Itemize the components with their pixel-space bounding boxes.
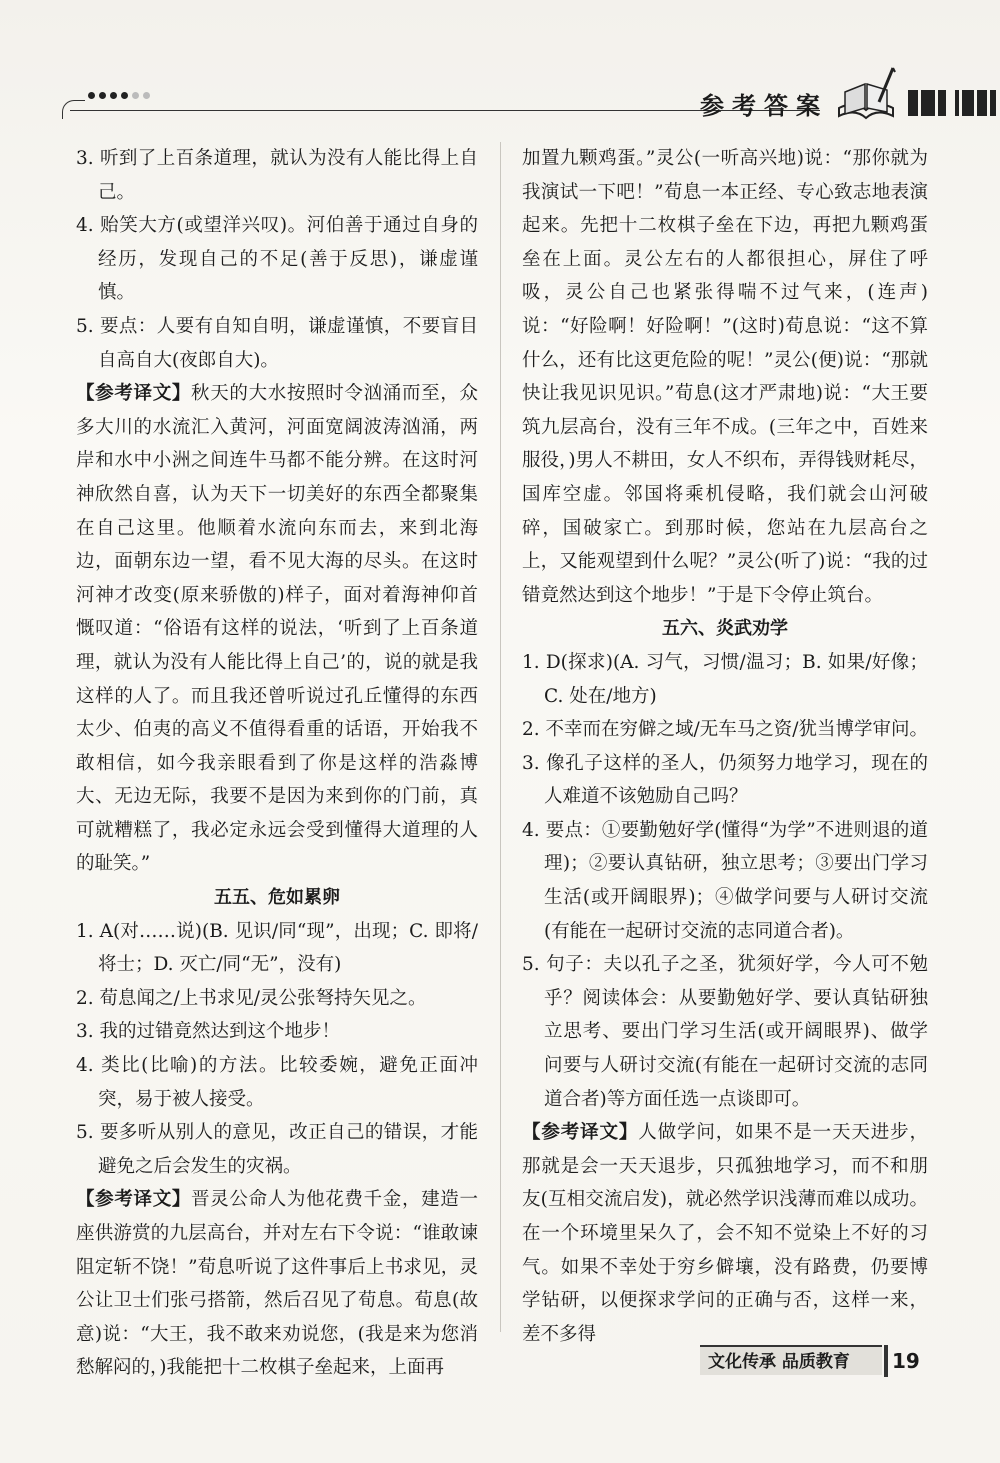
answer-item: 5. 句子：夫以孔子之圣，犹须好学，今人可不勉乎？阅读体会：从要勤勉好学、要认真钻研独立思考、要出门学习生活(或开阔眼界)、做学问要与人研讨交流(有能在一起研讨交流的志同道合者)等方面任选一点谈即可。 — [522, 954, 928, 1110]
translation-text: 晋灵公命人为他花费千金，建造一座供游赏的九层高台，并对左右下令说：“谁敢谏阻定斩不饶！”荀息听说了这件事后上书求见，灵公让卫士们张弓搭箭，然后召见了荀息。荀息(故意)说：“大王，我不敢来劝说您，(我是来为您消愁解闷的，)我能把十二枚棋子垒起来，上面再 — [76, 1189, 478, 1379]
section-title: 五五、危如累卵 — [214, 887, 340, 909]
column-divider — [500, 142, 501, 1332]
answer-item: 1. A(对……说)(B. 见识/同“现”，出现；C. 即将/将士；D. 灭亡/同“无”，没有) — [76, 920, 478, 976]
header-title: 参考答案 — [700, 92, 828, 120]
translation-tag: 【参考译文】 — [522, 1122, 639, 1144]
answer-item: 4. 贻笑大方(或望洋兴叹)。河伯善于通过自身的经历，发现自己的不足(善于反思)，谦虚谨慎。 — [76, 215, 478, 304]
translation-text: 秋天的大水按照时令汹涌而至，众多大川的水流汇入黄河，河面宽阔波涛汹涌，两岸和水中小洲之间连牛马都不能分辨。在这时河神欣然自喜，认为天下一切美好的东西全都聚集在自己这里。他顺着水流向东而去，来到北海边，面朝东边一望，看不见大海的尽头。在这时河神才改变(原来骄傲的)样子，面对着海神仰首慨叹道：“俗语有这样的说法，‘听到了上百条道理，就认为没有人能比得上自己’的，说的就是我这样的人了。而且我还曾听说过孔丘懂得的东西太少、伯夷的高义不值得看重的话语，开始我不敢相信，如今我亲眼看到了你是这样的浩淼博大、无边无际，我要不是因为来到你的门前，真可就糟糕了，我必定永远会受到懂得大道理的人的耻笑。” — [76, 383, 478, 875]
translation-tag: 【参考译文】 — [76, 1189, 192, 1211]
answer-item: 3. 我的过错竟然达到这个地步！ — [76, 1021, 341, 1043]
answer-item: 3. 听到了上百条道理，就认为没有人能比得上自己。 — [76, 148, 478, 203]
translation-text: 人做学问，如果不是一天天进步，那就是会一天天退步，只孤独地学习，而不和朋友(互相交流启发)，就必然学识浅薄而难以成功。在一个环境里呆久了，会不知不觉染上不好的习气。如果不幸处于穷乡僻壤，没有路费，仍要博学钻研，以便探求学问的正确与否，这样一来，差不多得 — [522, 1122, 928, 1345]
header-bars-ornament — [908, 90, 996, 116]
answer-item: 5. 要点：人要有自知自明，谦虚谨慎，不要盲目自高自大(夜郎自大)。 — [76, 315, 478, 371]
footer — [700, 1345, 930, 1377]
header-dots-ornament — [88, 92, 150, 99]
book-pen-icon — [835, 64, 897, 126]
answer-item: 3. 像孔子这样的圣人，仍须努力地学习，现在的人难道不该勉励自己吗？ — [522, 752, 928, 808]
answer-item: 1. D(探求)(A. 习气，习惯/温习；B. 如果/好像；C. 处在/地方) — [522, 651, 928, 707]
right-column — [522, 142, 928, 1351]
translation-paragraph — [76, 377, 478, 881]
page-number: 19 — [892, 1349, 920, 1373]
answer-item: 2. 不幸而在穷僻之域/无车马之资/犹当博学审问。 — [522, 719, 928, 741]
answer-item: 4. 要点：①要勤勉好学(懂得“为学”不进则退的道理)；②要认真钻研，独立思考；③要出门学习生活(或开阔眼界)；④做学问要与人研讨交流(有能在一起研讨交流的志同道合者)。 — [522, 819, 928, 942]
translation-paragraph — [522, 1116, 928, 1351]
translation-tag: 【参考译文】 — [76, 383, 192, 405]
answer-item: 4. 类比(比喻)的方法。比较委婉，避免正面冲突，易于被人接受。 — [76, 1055, 478, 1110]
footer-bar — [884, 1345, 888, 1377]
answer-item: 5. 要多听从别人的意见，改正自己的错误，才能避免之后会发生的灾祸。 — [76, 1122, 478, 1177]
translation-paragraph — [76, 1183, 478, 1385]
answer-item: 2. 荀息闻之/上书求见/灵公张弩持矢见之。 — [76, 987, 427, 1009]
left-column — [76, 142, 478, 1385]
translation-continued: 加置九颗鸡蛋。”灵公(一听高兴地)说：“那你就为我演试一下吧！”荀息一本正经、专心致志地表演起来。先把十二枚棋子垒在下边，再把九颗鸡蛋垒在上面。灵公左右的人都很担心，屏住了呼吸，灵公自己也紧张得喘不过气来，(连声)说：“好险啊！好险啊！”(这时)荀息说：“这不算什么，还有比这更危险的呢！”灵公(便)说：“那就快让我见识见识。”荀息(这才严肃地)说：“大王要筑九层高台，没有三年不成。(三年之中，百姓来服役，)男人不耕田，女人不织布，弄得钱财耗尽，国库空虚。邻国将乘机侵略，我们就会山河破碎，国破家亡。到那时候，您站在九层高台之上，又能观望到什么呢？”灵公(听了)说：“我的过错竟然达到这个地步！”于是下令停止筑台。 — [522, 148, 928, 606]
footer-slogan: 文化传承 品质教育 — [700, 1345, 882, 1375]
section-title: 五六、炎武劝学 — [662, 618, 788, 640]
